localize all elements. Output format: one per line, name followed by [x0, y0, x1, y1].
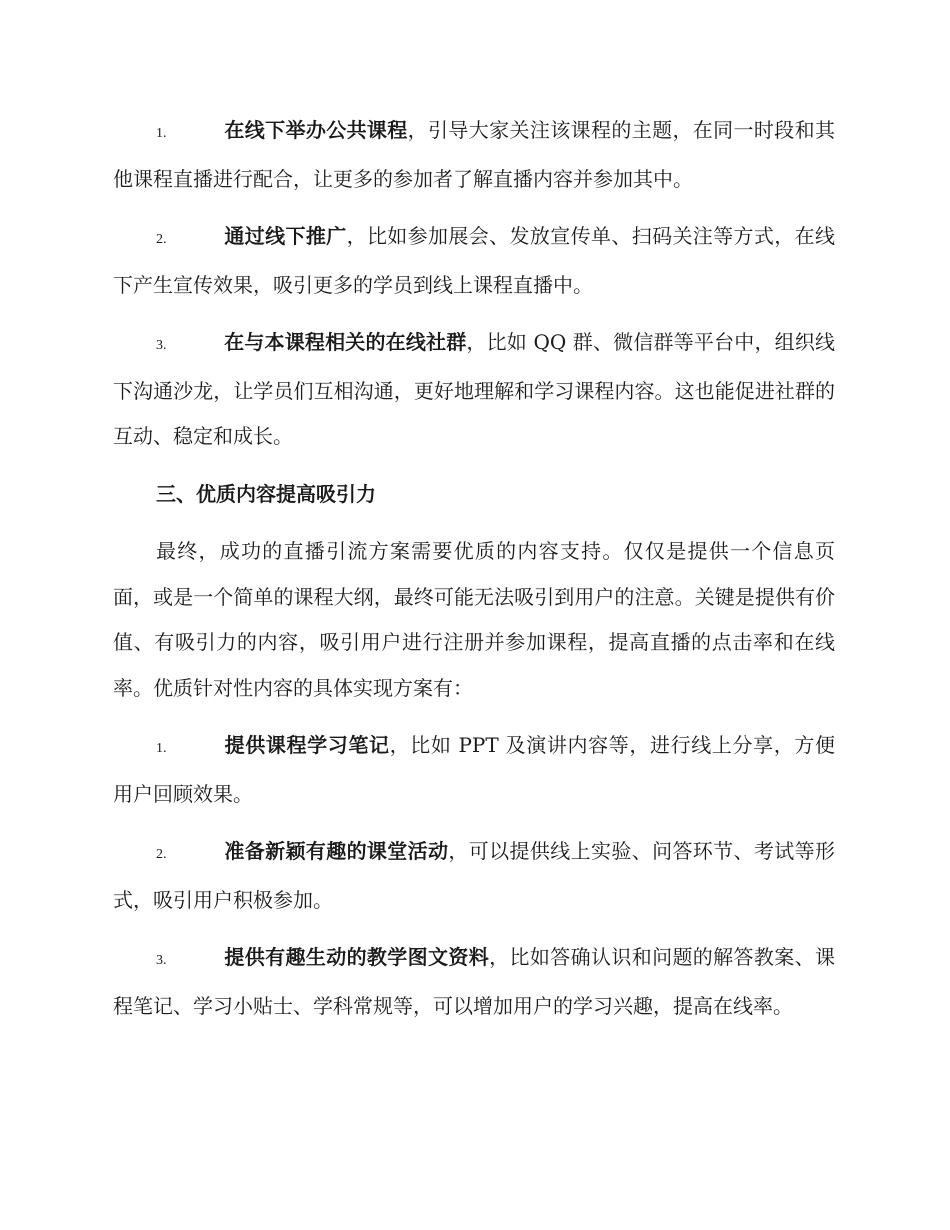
list-item-text: ，可以提供线上实验、问答环节、考试等形式，吸引用户积极参加。	[113, 839, 836, 912]
list-item-text: ，比如 QQ 群、微信群等平台中，组织线下沟通沙龙，让学员们互相沟通，更好地理解和学习课程内容。这也能促进社群的互动、稳定和成长。	[113, 330, 836, 448]
list-item	[113, 829, 835, 923]
list-number: 1.	[156, 741, 167, 756]
list-item	[113, 108, 835, 202]
list-item-lead: 提供有趣生动的教学图文资料	[224, 945, 490, 969]
list-number: 3.	[156, 338, 167, 353]
list-item-lead: 准备新颖有趣的课堂活动	[224, 839, 449, 863]
list-item	[113, 723, 835, 817]
list-item	[113, 320, 835, 460]
list-item	[113, 935, 835, 1029]
list-number: 3.	[156, 953, 167, 968]
list-item-lead: 通过线下推广	[224, 224, 347, 248]
list-item	[113, 214, 835, 308]
list-item-lead: 提供课程学习笔记	[224, 733, 390, 757]
list-item-text: ，引导大家关注该课程的主题，在同一时段和其他课程直播进行配合，让更多的参加者了解直播内容并参加其中。	[113, 118, 836, 191]
list-item-text: ，比如答确认识和问题的解答教案、课程笔记、学习小贴士、学科常规等，可以增加用户的学习兴趣，提高在线率。	[113, 945, 836, 1018]
list-item-lead: 在与本课程相关的在线社群	[224, 330, 467, 354]
list-number: 1.	[156, 126, 167, 141]
list-item-text: ，比如参加展会、发放宣传单、扫码关注等方式，在线下产生宣传效果，吸引更多的学员到线上课程直播中。	[113, 224, 836, 297]
document-page	[113, 108, 835, 1041]
body-paragraph: 最终，成功的直播引流方案需要优质的内容支持。仅仅是提供一个信息页面，或是一个简单的课程大纲，最终可能无法吸引到用户的注意。关键是提供有价值、有吸引力的内容，吸引用户进行注册并参加课程，提高直播的点击率和在线率。优质针对性内容的具体实现方案有：	[113, 539, 835, 700]
section-heading: 三、优质内容提高吸引力	[156, 481, 376, 506]
list-item-lead: 在线下举办公共课程	[224, 118, 408, 142]
list-number: 2.	[156, 847, 167, 862]
list-number: 2.	[156, 232, 167, 247]
list-item-text: ，比如 PPT 及演讲内容等，进行线上分享，方便用户回顾效果。	[113, 733, 836, 806]
